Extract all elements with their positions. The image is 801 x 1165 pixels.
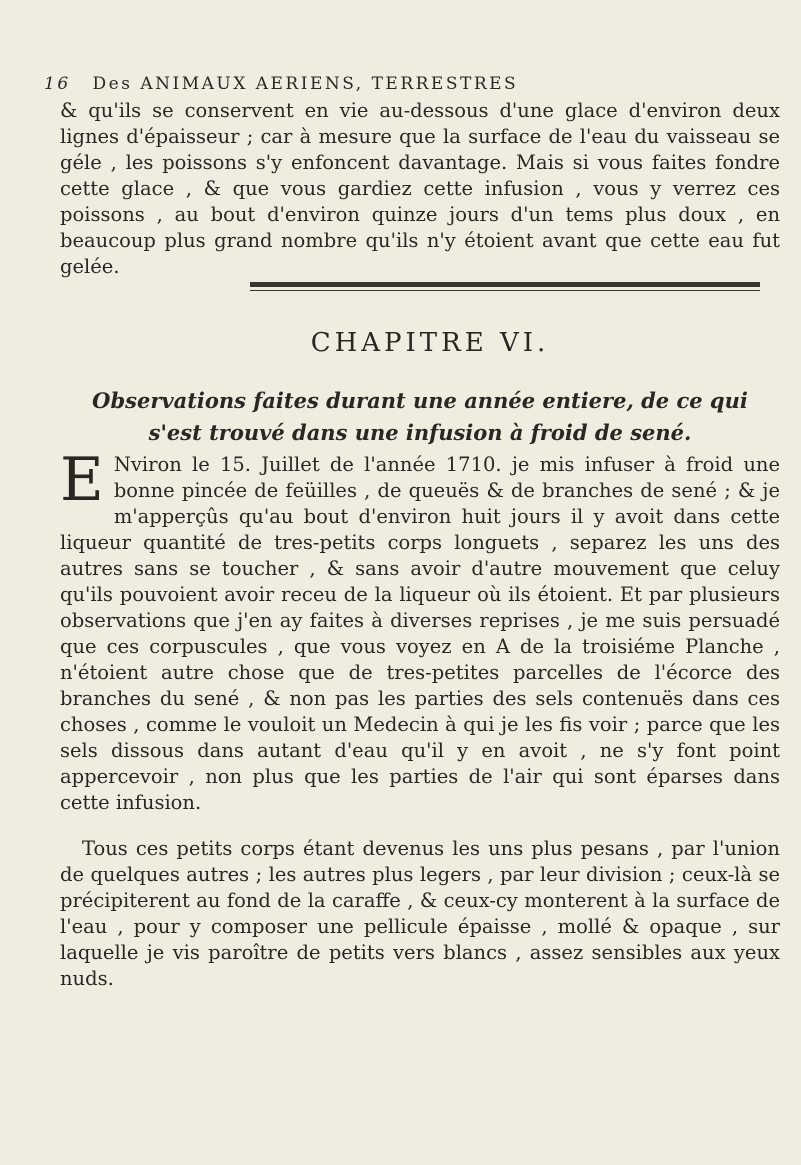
drop-cap: E — [60, 445, 104, 515]
paragraph-2 — [60, 445, 780, 816]
chapter-title: CHAPITRE VI. — [310, 328, 550, 358]
paragraph-3: Tous ces petits corps étant devenus les uns plus pesans , par l'union de quelques autres ; les autres plus legers , par leur division ; ceux-là se précipiterent au fond de la caraffe , & ceux-cy monterent à la surface de l'eau , pour y composer une pellicule épaisse , mollé & opaque , sur laquelle je vis paroître de petits vers blancs , assez sensibles aux yeux nuds. — [60, 837, 780, 990]
paragraph-1: & qu'ils se conservent en vie au-dessous d'une glace d'environ deux lignes d'épaisseur ; car à mesure que la surface de l'eau du vaisseau se géle , les poissons s'y enfoncent davantage. Mais si vous faites fondre cette glace , & que vous gardiez cette infusion , vous y verrez ces poissons , au bout d'environ quinze jours d'un tems plus doux , en beaucoup plus grand nombre qu'ils n'y étoient avant que cette eau fut gelée. — [60, 99, 780, 278]
running-title: Des ANIMAUX AERIENS, TERRESTRES — [92, 74, 519, 94]
page-header — [44, 74, 764, 94]
chapter-subtitle: Observations faites durant une année entiere, de ce qui s'est trouvé dans une infusion à froid de sené. — [92, 388, 748, 445]
page-number: 16 — [44, 74, 71, 94]
paragraph-2-text: Nviron le 15. Juillet de l'année 1710. je mis infuser à froid une bonne pincée de feüilles , de queuës & de branches de sené ; & je m'apperçûs qu'au bout d'environ huit jours il y avoit dans cette liqueur quantité de tres-petits corps longuets , separez les uns des autres sans se toucher , & sans avoir d'autre mouvement que celuy qu'ils pouvoient avoir receu de la liqueur où ils étoient. Et par plusieurs observations que j'en ay faites à diverses reprises , je me suis persuadé que ces corpuscules , que vous voyez en A de la troisiéme Planche , n'étoient autre chose que de tres-petites parcelles de l'écorce des branches du sené , & non pas les parties des sels contenuës dans ces choses , comme le vouloit un Medecin à qui je les fis voir ; parce que les sels dissous dans autant d'eau qu'il y en avoit , ne s'y font point appercevoir , non plus que les parties de l'air qui sont éparses dans cette infusion. — [60, 453, 780, 814]
section-divider — [250, 282, 760, 291]
